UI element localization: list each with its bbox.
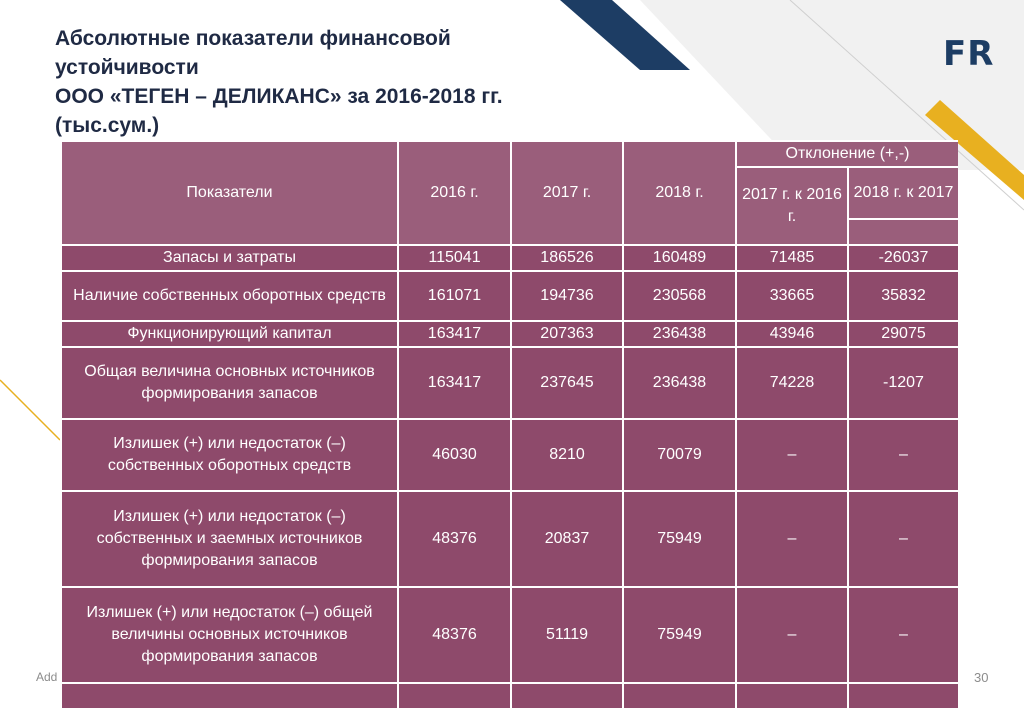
row-label-cell: Излишек (+) или недостаток (–) собственных и заемных источников формирования запасов <box>61 491 398 587</box>
row-label-cell: Функционирующий капитал <box>61 321 398 347</box>
value-cell: 35832 <box>848 271 958 321</box>
value-cell: 230568 <box>623 271 736 321</box>
value-cell: 75949 <box>623 491 736 587</box>
slide-title <box>55 24 615 140</box>
table-row <box>61 245 958 271</box>
row-label-cell: Запасы и затраты <box>61 245 398 271</box>
empty-cell <box>623 683 736 708</box>
value-cell: 20837 <box>511 491 623 587</box>
header-2018: 2018 г. <box>623 141 736 245</box>
header-dev-2017-2016: 2017 г. к 2016 г. <box>736 167 848 245</box>
value-cell: 43946 <box>736 321 848 347</box>
financial-stability-table <box>60 140 958 708</box>
value-cell: 46030 <box>398 419 511 491</box>
value-cell: – <box>848 419 958 491</box>
gold-thin-line <box>0 380 60 440</box>
title-line: ООО «ТЕГЕН – ДЕЛИКАНС» за 2016-2018 гг. <box>55 85 503 108</box>
value-cell: 75949 <box>623 587 736 683</box>
value-cell: 48376 <box>398 491 511 587</box>
table-row <box>61 321 958 347</box>
table-row <box>61 491 958 587</box>
value-cell: – <box>848 491 958 587</box>
value-cell: – <box>736 419 848 491</box>
value-cell: 163417 <box>398 347 511 419</box>
value-cell: 70079 <box>623 419 736 491</box>
title-line: устойчивости <box>55 56 199 79</box>
value-cell: 71485 <box>736 245 848 271</box>
header-deviation: Отклонение (+,-) <box>736 141 958 167</box>
table-row <box>61 271 958 321</box>
value-cell: – <box>848 587 958 683</box>
value-cell: 74228 <box>736 347 848 419</box>
empty-cell <box>736 683 848 708</box>
table-row <box>61 419 958 491</box>
value-cell: -1207 <box>848 347 958 419</box>
value-cell: 236438 <box>623 347 736 419</box>
value-cell: 163417 <box>398 321 511 347</box>
title-line: Абсолютные показатели финансовой <box>55 27 451 50</box>
fr-logo: FR <box>943 34 995 74</box>
header-empty-cell <box>848 219 958 245</box>
value-cell: 237645 <box>511 347 623 419</box>
header-2016: 2016 г. <box>398 141 511 245</box>
table-row-empty <box>61 683 958 708</box>
empty-cell <box>398 683 511 708</box>
value-cell: 236438 <box>623 321 736 347</box>
empty-cell <box>848 683 958 708</box>
row-label-cell: Излишек (+) или недостаток (–) собственных оборотных средств <box>61 419 398 491</box>
value-cell: 161071 <box>398 271 511 321</box>
row-label-cell: Общая величина основных источников формирования запасов <box>61 347 398 419</box>
value-cell: 115041 <box>398 245 511 271</box>
row-label-cell: Наличие собственных оборотных средств <box>61 271 398 321</box>
value-cell: 207363 <box>511 321 623 347</box>
value-cell: 8210 <box>511 419 623 491</box>
value-cell: 29075 <box>848 321 958 347</box>
value-cell: 48376 <box>398 587 511 683</box>
table-row <box>61 587 958 683</box>
value-cell: – <box>736 587 848 683</box>
empty-cell <box>61 683 398 708</box>
header-indicator: Показатели <box>61 141 398 245</box>
value-cell: 33665 <box>736 271 848 321</box>
footer-text: Add <box>36 670 58 684</box>
title-line: (тыс.сум.) <box>55 114 160 137</box>
value-cell: -26037 <box>848 245 958 271</box>
value-cell: 194736 <box>511 271 623 321</box>
table-row <box>61 347 958 419</box>
page-number: 30 <box>974 670 989 685</box>
header-dev-2018-2017: 2018 г. к 2017 <box>848 167 958 219</box>
empty-cell <box>511 683 623 708</box>
value-cell: 160489 <box>623 245 736 271</box>
header-2017: 2017 г. <box>511 141 623 245</box>
value-cell: – <box>736 491 848 587</box>
value-cell: 186526 <box>511 245 623 271</box>
value-cell: 51119 <box>511 587 623 683</box>
row-label-cell: Излишек (+) или недостаток (–) общей величины основных источников формирования запасов <box>61 587 398 683</box>
